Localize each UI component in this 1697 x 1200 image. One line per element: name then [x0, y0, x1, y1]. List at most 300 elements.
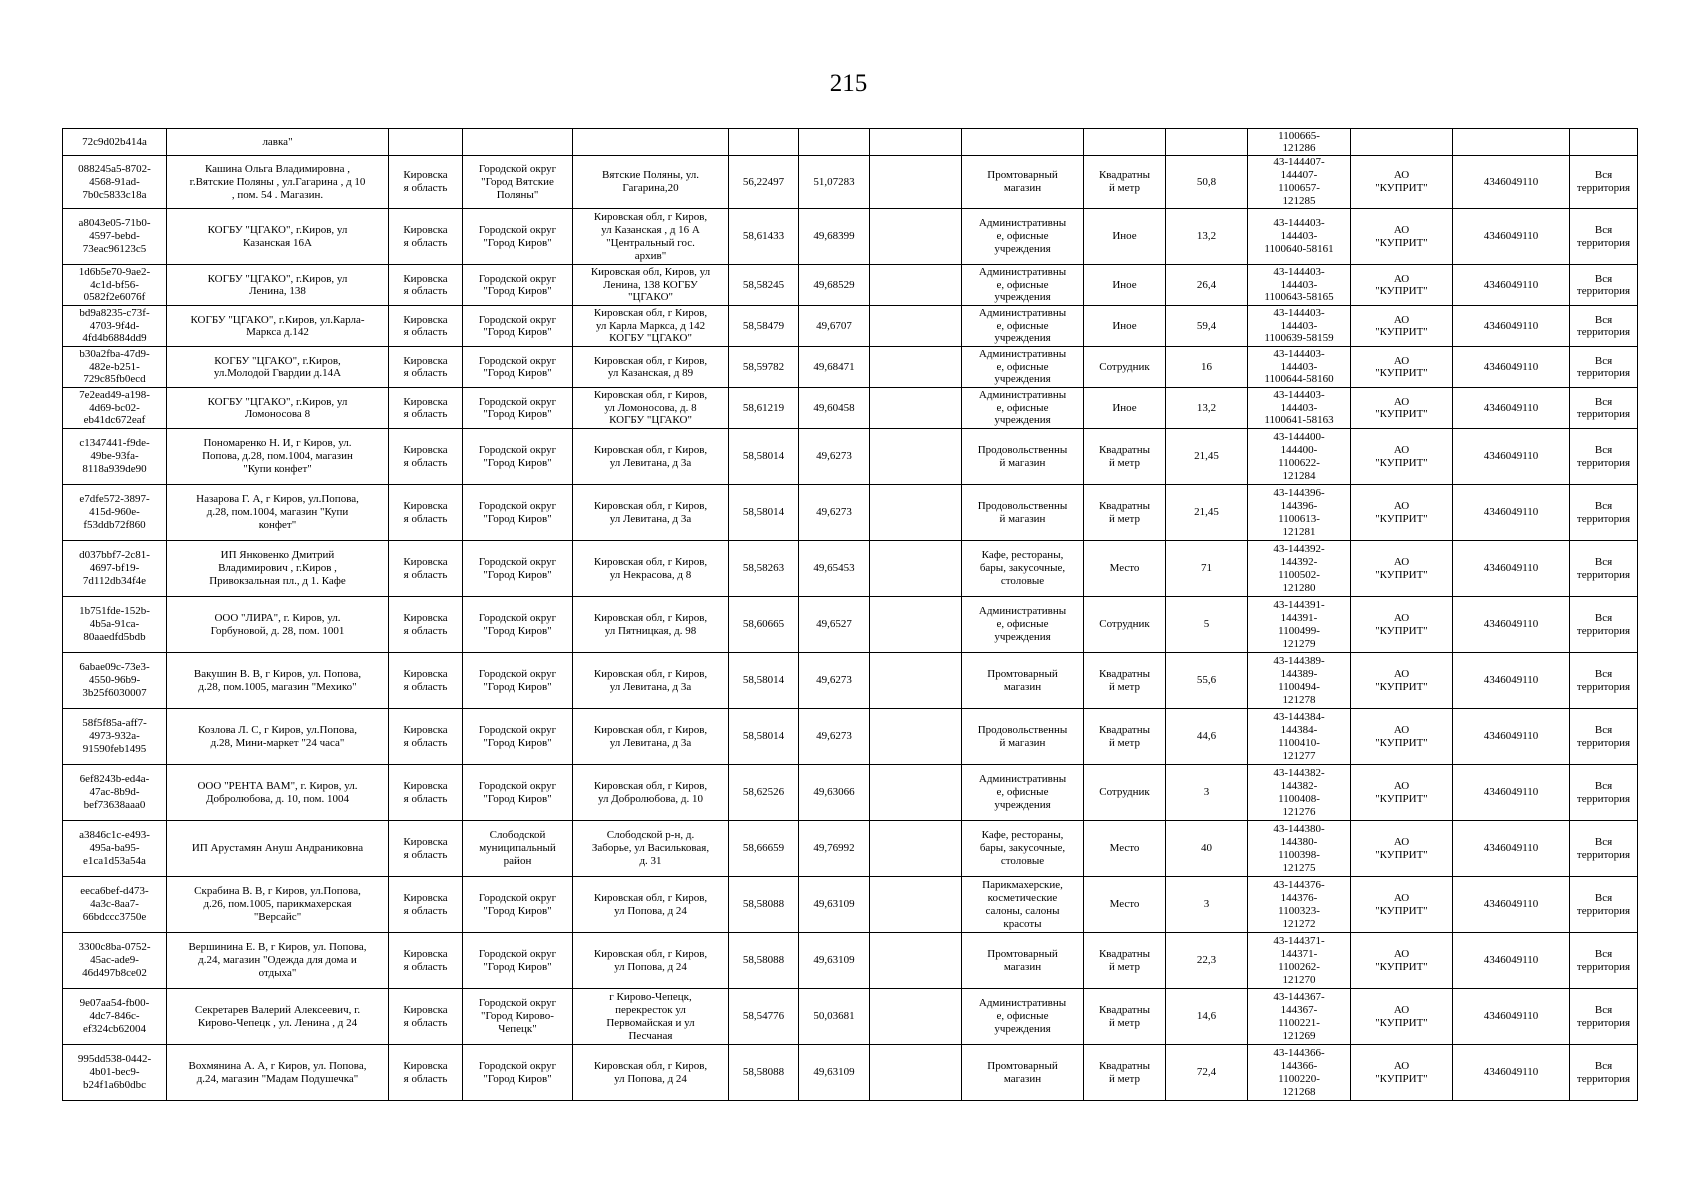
- cell-object-category: Административны е, офисные учреждения: [962, 388, 1084, 429]
- cell-operator: АО "КУПРИТ": [1351, 209, 1453, 265]
- cell-inn: 4346049110: [1453, 156, 1570, 209]
- cell-unit: Квадратны й метр: [1084, 429, 1166, 485]
- cell-record-id: b30a2fba-47d9- 482e-b251- 729c85fb0ecd: [63, 347, 167, 388]
- cell-territory: Вся территория: [1570, 597, 1638, 653]
- cell-longitude: 49,63109: [799, 1045, 870, 1101]
- cell-empty-col: [870, 485, 962, 541]
- cell-empty-col: [870, 1045, 962, 1101]
- cell-operator: АО "КУПРИТ": [1351, 347, 1453, 388]
- cell-inn: 4346049110: [1453, 265, 1570, 306]
- registry-table: [62, 128, 1638, 1101]
- cell-latitude: 58,66659: [729, 821, 799, 877]
- cell-territory: Вся территория: [1570, 306, 1638, 347]
- cell-address: Кировская обл, г Киров, ул Левитана, д 3а: [573, 429, 729, 485]
- cell-latitude: 58,59782: [729, 347, 799, 388]
- cell-region: Кировска я область: [389, 821, 463, 877]
- cell-region: Кировска я область: [389, 429, 463, 485]
- table-row: [63, 709, 1638, 765]
- cell-municipality: Городской округ "Город Киров": [463, 209, 573, 265]
- cell-empty-col: [870, 541, 962, 597]
- cell-record-id: a8043e05-71b0- 4597-bebd- 73eac96123c5: [63, 209, 167, 265]
- cell-unit: Место: [1084, 821, 1166, 877]
- cell-empty-col: [870, 209, 962, 265]
- cell-region: Кировска я область: [389, 1045, 463, 1101]
- cell-inn: 4346049110: [1453, 429, 1570, 485]
- cell-object-category: Парикмахерские, косметические салоны, салоны красоты: [962, 877, 1084, 933]
- cell-quantity: [1166, 129, 1248, 156]
- cell-empty-col: [870, 597, 962, 653]
- cell-territory: Вся территория: [1570, 877, 1638, 933]
- cell-territory: Вся территория: [1570, 485, 1638, 541]
- cell-reg-number: 43-144403- 144403- 1100643-58165: [1248, 265, 1351, 306]
- cell-longitude: [799, 129, 870, 156]
- cell-longitude: 49,63109: [799, 933, 870, 989]
- cell-address: Слободской р-н, д. Заборье, ул Васильковая, д. 31: [573, 821, 729, 877]
- cell-organization: Секретарев Валерий Алексеевич, г. Кирово-Чепецк , ул. Ленина , д 24: [167, 989, 389, 1045]
- cell-object-category: Продовольственны й магазин: [962, 485, 1084, 541]
- cell-region: Кировска я область: [389, 265, 463, 306]
- cell-organization: Вершинина Е. В, г Киров, ул. Попова, д.24, магазин "Одежда для дома и отдыха": [167, 933, 389, 989]
- cell-unit: [1084, 129, 1166, 156]
- cell-unit: Квадратны й метр: [1084, 933, 1166, 989]
- cell-territory: Вся территория: [1570, 429, 1638, 485]
- cell-municipality: Городской округ "Город Киров": [463, 347, 573, 388]
- cell-region: Кировска я область: [389, 709, 463, 765]
- cell-longitude: 49,60458: [799, 388, 870, 429]
- cell-organization: ООО "ЛИРА", г. Киров, ул. Горбуновой, д. 28, пом. 1001: [167, 597, 389, 653]
- cell-inn: 4346049110: [1453, 388, 1570, 429]
- cell-territory: Вся территория: [1570, 541, 1638, 597]
- cell-organization: Вохмянина А. А, г Киров, ул. Попова, д.24, магазин "Мадам Подушечка": [167, 1045, 389, 1101]
- cell-latitude: 56,22497: [729, 156, 799, 209]
- cell-object-category: Административны е, офисные учреждения: [962, 597, 1084, 653]
- cell-region: Кировска я область: [389, 989, 463, 1045]
- cell-region: Кировска я область: [389, 597, 463, 653]
- cell-unit: Квадратны й метр: [1084, 156, 1166, 209]
- cell-municipality: Городской округ "Город Киров": [463, 306, 573, 347]
- cell-empty-col: [870, 709, 962, 765]
- cell-empty-col: [870, 989, 962, 1045]
- cell-inn: 4346049110: [1453, 653, 1570, 709]
- table-row: [63, 877, 1638, 933]
- cell-region: Кировска я область: [389, 541, 463, 597]
- cell-reg-number: 43-144400- 144400- 1100622- 121284: [1248, 429, 1351, 485]
- cell-municipality: Городской округ "Город Киров": [463, 933, 573, 989]
- cell-address: [573, 129, 729, 156]
- cell-territory: Вся территория: [1570, 765, 1638, 821]
- cell-municipality: Городской округ "Город Вятские Поляны": [463, 156, 573, 209]
- cell-empty-col: [870, 306, 962, 347]
- cell-quantity: 13,2: [1166, 209, 1248, 265]
- cell-address: г Кирово-Чепецк, перекресток ул Первомайская и ул Песчаная: [573, 989, 729, 1045]
- cell-latitude: [729, 129, 799, 156]
- cell-operator: АО "КУПРИТ": [1351, 765, 1453, 821]
- cell-longitude: 49,68399: [799, 209, 870, 265]
- cell-longitude: 49,6707: [799, 306, 870, 347]
- cell-operator: АО "КУПРИТ": [1351, 265, 1453, 306]
- cell-organization: Пономаренко Н. И, г Киров, ул. Попова, д.28, пом.1004, магазин "Купи конфет": [167, 429, 389, 485]
- cell-reg-number: 43-144384- 144384- 1100410- 121277: [1248, 709, 1351, 765]
- cell-operator: АО "КУПРИТ": [1351, 933, 1453, 989]
- cell-inn: 4346049110: [1453, 1045, 1570, 1101]
- cell-inn: [1453, 129, 1570, 156]
- cell-organization: ИП Янковенко Дмитрий Владимирович , г.Киров , Привокзальная пл., д 1. Кафе: [167, 541, 389, 597]
- cell-quantity: 71: [1166, 541, 1248, 597]
- cell-record-id: 088245a5-8702- 4568-91ad- 7b0c5833c18a: [63, 156, 167, 209]
- cell-municipality: Городской округ "Город Киров": [463, 877, 573, 933]
- cell-operator: АО "КУПРИТ": [1351, 485, 1453, 541]
- cell-address: Кировская обл, г Киров, ул Казанская , д 16 А "Центральный гос. архив": [573, 209, 729, 265]
- cell-empty-col: [870, 653, 962, 709]
- cell-region: Кировска я область: [389, 933, 463, 989]
- cell-inn: 4346049110: [1453, 933, 1570, 989]
- cell-region: Кировска я область: [389, 388, 463, 429]
- cell-inn: 4346049110: [1453, 347, 1570, 388]
- cell-longitude: 49,63066: [799, 765, 870, 821]
- cell-municipality: Городской округ "Город Киров": [463, 265, 573, 306]
- cell-inn: 4346049110: [1453, 541, 1570, 597]
- table-row: [63, 429, 1638, 485]
- cell-latitude: 58,54776: [729, 989, 799, 1045]
- cell-address: Кировская обл, г Киров, ул Левитана, д 3а: [573, 485, 729, 541]
- cell-organization: КОГБУ "ЦГАКО", г.Киров, ул.Карла- Маркса д.142: [167, 306, 389, 347]
- cell-latitude: 58,58014: [729, 485, 799, 541]
- cell-region: Кировска я область: [389, 209, 463, 265]
- cell-territory: Вся территория: [1570, 933, 1638, 989]
- cell-municipality: Городской округ "Город Киров": [463, 429, 573, 485]
- cell-longitude: 49,76992: [799, 821, 870, 877]
- table-row: [63, 653, 1638, 709]
- cell-region: [389, 129, 463, 156]
- cell-latitude: 58,61219: [729, 388, 799, 429]
- cell-unit: Место: [1084, 541, 1166, 597]
- cell-record-id: 6abae09c-73e3- 4550-96b9- 3b25f6030007: [63, 653, 167, 709]
- cell-record-id: d037bbf7-2c81- 4697-bf19- 7d112db34f4e: [63, 541, 167, 597]
- cell-record-id: 3300c8ba-0752- 45ac-ade9- 46d497b8ce02: [63, 933, 167, 989]
- cell-empty-col: [870, 933, 962, 989]
- cell-region: Кировска я область: [389, 765, 463, 821]
- cell-longitude: 49,6273: [799, 429, 870, 485]
- cell-region: Кировска я область: [389, 347, 463, 388]
- cell-quantity: 44,6: [1166, 709, 1248, 765]
- cell-unit: Место: [1084, 877, 1166, 933]
- cell-operator: АО "КУПРИТ": [1351, 1045, 1453, 1101]
- cell-empty-col: [870, 388, 962, 429]
- cell-latitude: 58,58014: [729, 653, 799, 709]
- cell-reg-number: 43-144376- 144376- 1100323- 121272: [1248, 877, 1351, 933]
- cell-municipality: Городской округ "Город Киров": [463, 1045, 573, 1101]
- cell-operator: АО "КУПРИТ": [1351, 156, 1453, 209]
- cell-reg-number: 43-144403- 144403- 1100641-58163: [1248, 388, 1351, 429]
- table-row: [63, 821, 1638, 877]
- cell-longitude: 51,07283: [799, 156, 870, 209]
- cell-empty-col: [870, 347, 962, 388]
- cell-quantity: 59,4: [1166, 306, 1248, 347]
- cell-unit: Квадратны й метр: [1084, 653, 1166, 709]
- cell-empty-col: [870, 821, 962, 877]
- cell-municipality: Городской округ "Город Киров": [463, 541, 573, 597]
- cell-municipality: Городской округ "Город Киров": [463, 653, 573, 709]
- cell-reg-number: 43-144371- 144371- 1100262- 121270: [1248, 933, 1351, 989]
- cell-record-id: e7dfe572-3897- 415d-960e- f53ddb72f860: [63, 485, 167, 541]
- cell-empty-col: [870, 429, 962, 485]
- cell-record-id: c1347441-f9de- 49be-93fa- 8118a939de90: [63, 429, 167, 485]
- cell-territory: Вся территория: [1570, 709, 1638, 765]
- cell-territory: Вся территория: [1570, 265, 1638, 306]
- table-row: [63, 541, 1638, 597]
- cell-object-category: Кафе, рестораны, бары, закусочные, столовые: [962, 541, 1084, 597]
- cell-address: Вятские Поляны, ул. Гагарина,20: [573, 156, 729, 209]
- cell-reg-number: 43-144392- 144392- 1100502- 121280: [1248, 541, 1351, 597]
- cell-territory: Вся территория: [1570, 989, 1638, 1045]
- cell-address: Кировская обл, г Киров, ул Попова, д 24: [573, 877, 729, 933]
- cell-operator: АО "КУПРИТ": [1351, 821, 1453, 877]
- cell-longitude: 49,63109: [799, 877, 870, 933]
- cell-organization: КОГБУ "ЦГАКО", г.Киров, ул Ломоносова 8: [167, 388, 389, 429]
- cell-record-id: 1d6b5e70-9ae2- 4c1d-bf56- 0582f2e6076f: [63, 265, 167, 306]
- cell-address: Кировская обл, г Киров, ул Попова, д 24: [573, 933, 729, 989]
- cell-operator: АО "КУПРИТ": [1351, 306, 1453, 347]
- cell-address: Кировская обл, г Киров, ул Казанская, д 89: [573, 347, 729, 388]
- cell-latitude: 58,60665: [729, 597, 799, 653]
- cell-operator: АО "КУПРИТ": [1351, 653, 1453, 709]
- cell-operator: АО "КУПРИТ": [1351, 429, 1453, 485]
- cell-unit: Сотрудник: [1084, 347, 1166, 388]
- cell-address: Кировская обл, г Киров, ул Некрасова, д 8: [573, 541, 729, 597]
- cell-region: Кировска я область: [389, 156, 463, 209]
- cell-organization: Вакушин В. В, г Киров, ул. Попова, д.28, пом.1005, магазин "Мехико": [167, 653, 389, 709]
- cell-latitude: 58,58014: [729, 709, 799, 765]
- cell-inn: 4346049110: [1453, 821, 1570, 877]
- cell-address: Кировская обл, г Киров, ул Добролюбова, д. 10: [573, 765, 729, 821]
- cell-operator: АО "КУПРИТ": [1351, 597, 1453, 653]
- cell-operator: [1351, 129, 1453, 156]
- table-row: [63, 265, 1638, 306]
- cell-quantity: 5: [1166, 597, 1248, 653]
- cell-latitude: 58,58263: [729, 541, 799, 597]
- cell-longitude: 49,65453: [799, 541, 870, 597]
- cell-reg-number: 1100665- 121286: [1248, 129, 1351, 156]
- cell-organization: Назарова Г. А, г Киров, ул.Попова, д.28, пом.1004, магазин "Купи конфет": [167, 485, 389, 541]
- table-row: [63, 306, 1638, 347]
- cell-empty-col: [870, 877, 962, 933]
- cell-reg-number: 43-144403- 144403- 1100644-58160: [1248, 347, 1351, 388]
- cell-inn: 4346049110: [1453, 877, 1570, 933]
- cell-address: Кировская обл, г Киров, ул Ломоносова, д. 8 КОГБУ "ЦГАКО": [573, 388, 729, 429]
- cell-operator: АО "КУПРИТ": [1351, 709, 1453, 765]
- cell-object-category: Административны е, офисные учреждения: [962, 209, 1084, 265]
- cell-longitude: 49,6527: [799, 597, 870, 653]
- cell-unit: Иное: [1084, 209, 1166, 265]
- cell-unit: Иное: [1084, 265, 1166, 306]
- cell-reg-number: 43-144380- 144380- 1100398- 121275: [1248, 821, 1351, 877]
- cell-quantity: 13,2: [1166, 388, 1248, 429]
- cell-object-category: Промтоварный магазин: [962, 653, 1084, 709]
- cell-record-id: 1b751fde-152b- 4b5a-91ca- 80aaedfd5bdb: [63, 597, 167, 653]
- cell-object-category: Административны е, офисные учреждения: [962, 265, 1084, 306]
- cell-address: Кировская обл, г Киров, ул Карла Маркса, д 142 КОГБУ "ЦГАКО": [573, 306, 729, 347]
- cell-organization: ООО "РЕНТА ВАМ", г. Киров, ул. Добролюбова, д. 10, пом. 1004: [167, 765, 389, 821]
- page-number: 215: [829, 70, 868, 97]
- table-row: [63, 485, 1638, 541]
- cell-territory: Вся территория: [1570, 209, 1638, 265]
- cell-object-category: Промтоварный магазин: [962, 933, 1084, 989]
- cell-longitude: 49,6273: [799, 653, 870, 709]
- cell-inn: 4346049110: [1453, 597, 1570, 653]
- cell-quantity: 22,3: [1166, 933, 1248, 989]
- cell-operator: АО "КУПРИТ": [1351, 541, 1453, 597]
- cell-inn: 4346049110: [1453, 765, 1570, 821]
- cell-organization: КОГБУ "ЦГАКО", г.Киров, ул Ленина, 138: [167, 265, 389, 306]
- cell-inn: 4346049110: [1453, 306, 1570, 347]
- cell-record-id: eeca6bef-d473- 4a3c-8aa7- 66bdccc3750e: [63, 877, 167, 933]
- table-row: [63, 597, 1638, 653]
- cell-inn: 4346049110: [1453, 989, 1570, 1045]
- cell-unit: Иное: [1084, 306, 1166, 347]
- cell-operator: АО "КУПРИТ": [1351, 877, 1453, 933]
- cell-territory: Вся территория: [1570, 156, 1638, 209]
- cell-quantity: 14,6: [1166, 989, 1248, 1045]
- cell-quantity: 72,4: [1166, 1045, 1248, 1101]
- cell-address: Кировская обл, Киров, ул Ленина, 138 КОГБУ "ЦГАКО": [573, 265, 729, 306]
- cell-quantity: 3: [1166, 877, 1248, 933]
- cell-unit: Квадратны й метр: [1084, 1045, 1166, 1101]
- cell-organization: ИП Арустамян Ануш Андраниковна: [167, 821, 389, 877]
- cell-object-category: Кафе, рестораны, бары, закусочные, столовые: [962, 821, 1084, 877]
- table-row: [63, 129, 1638, 156]
- cell-unit: Квадратны й метр: [1084, 709, 1166, 765]
- cell-quantity: 40: [1166, 821, 1248, 877]
- cell-municipality: [463, 129, 573, 156]
- cell-longitude: 49,68471: [799, 347, 870, 388]
- cell-object-category: Промтоварный магазин: [962, 156, 1084, 209]
- cell-reg-number: 43-144366- 144366- 1100220- 121268: [1248, 1045, 1351, 1101]
- cell-territory: Вся территория: [1570, 1045, 1638, 1101]
- cell-quantity: 55,6: [1166, 653, 1248, 709]
- cell-territory: Вся территория: [1570, 821, 1638, 877]
- cell-organization: Козлова Л. С, г Киров, ул.Попова, д.28, Мини-маркет "24 часа": [167, 709, 389, 765]
- cell-record-id: 58f5f85a-aff7- 4973-932a- 91590feb1495: [63, 709, 167, 765]
- cell-region: Кировска я область: [389, 485, 463, 541]
- cell-empty-col: [870, 265, 962, 306]
- cell-operator: АО "КУПРИТ": [1351, 388, 1453, 429]
- cell-record-id: 7e2ead49-a198- 4d69-bc02- eb41dc672eaf: [63, 388, 167, 429]
- cell-record-id: a3846c1c-e493- 495a-ba95- e1ca1d53a54a: [63, 821, 167, 877]
- cell-unit: Квадратны й метр: [1084, 989, 1166, 1045]
- cell-record-id: 6ef8243b-ed4a- 47ac-8b9d- bef73638aaa0: [63, 765, 167, 821]
- cell-reg-number: 43-144389- 144389- 1100494- 121278: [1248, 653, 1351, 709]
- cell-object-category: Административны е, офисные учреждения: [962, 347, 1084, 388]
- cell-latitude: 58,58088: [729, 1045, 799, 1101]
- table-row: [63, 347, 1638, 388]
- cell-territory: Вся территория: [1570, 347, 1638, 388]
- cell-region: Кировска я область: [389, 653, 463, 709]
- cell-empty-col: [870, 765, 962, 821]
- cell-latitude: 58,62526: [729, 765, 799, 821]
- cell-inn: 4346049110: [1453, 209, 1570, 265]
- cell-object-category: Промтоварный магазин: [962, 1045, 1084, 1101]
- cell-unit: Иное: [1084, 388, 1166, 429]
- cell-record-id: 995dd538-0442- 4b01-bec9- b24f1a6b0dbc: [63, 1045, 167, 1101]
- cell-reg-number: 43-144403- 144403- 1100640-58161: [1248, 209, 1351, 265]
- cell-inn: 4346049110: [1453, 709, 1570, 765]
- cell-municipality: Городской округ "Город Кирово- Чепецк": [463, 989, 573, 1045]
- cell-organization: лавка": [167, 129, 389, 156]
- table-row: [63, 1045, 1638, 1101]
- cell-reg-number: 43-144403- 144403- 1100639-58159: [1248, 306, 1351, 347]
- cell-municipality: Городской округ "Город Киров": [463, 597, 573, 653]
- cell-record-id: 9e07aa54-fb00- 4dc7-846c- ef324cb62004: [63, 989, 167, 1045]
- cell-quantity: 21,45: [1166, 429, 1248, 485]
- cell-organization: КОГБУ "ЦГАКО", г.Киров, ул.Молодой Гвардии д.14А: [167, 347, 389, 388]
- cell-organization: Кашина Ольга Владимировна , г.Вятские Поляны , ул.Гагарина , д 10 , пом. 54 . Магазин.: [167, 156, 389, 209]
- cell-inn: 4346049110: [1453, 485, 1570, 541]
- cell-record-id: bd9a8235-c73f- 4703-9f4d- 4fd4b6884dd9: [63, 306, 167, 347]
- cell-quantity: 50,8: [1166, 156, 1248, 209]
- table-row: [63, 933, 1638, 989]
- cell-object-category: Административны е, офисные учреждения: [962, 989, 1084, 1045]
- cell-address: Кировская обл, г Киров, ул Левитана, д 3а: [573, 709, 729, 765]
- cell-latitude: 58,58479: [729, 306, 799, 347]
- cell-municipality: Городской округ "Город Киров": [463, 765, 573, 821]
- cell-municipality: Городской округ "Город Киров": [463, 388, 573, 429]
- cell-reg-number: 43-144382- 144382- 1100408- 121276: [1248, 765, 1351, 821]
- cell-latitude: 58,58014: [729, 429, 799, 485]
- cell-reg-number: 43-144367- 144367- 1100221- 121269: [1248, 989, 1351, 1045]
- cell-quantity: 16: [1166, 347, 1248, 388]
- cell-region: Кировска я область: [389, 306, 463, 347]
- cell-record-id: 72c9d02b414a: [63, 129, 167, 156]
- cell-operator: АО "КУПРИТ": [1351, 989, 1453, 1045]
- cell-longitude: 50,03681: [799, 989, 870, 1045]
- cell-object-category: Продовольственны й магазин: [962, 709, 1084, 765]
- cell-empty-col: [870, 129, 962, 156]
- cell-object-category: [962, 129, 1084, 156]
- cell-organization: Скрабина В. В, г Киров, ул.Попова, д.26, пом.1005, парикмахерская "Версайс": [167, 877, 389, 933]
- table-row: [63, 989, 1638, 1045]
- cell-address: Кировская обл, г Киров, ул Пятницкая, д. 98: [573, 597, 729, 653]
- table-row: [63, 209, 1638, 265]
- cell-latitude: 58,58088: [729, 933, 799, 989]
- cell-territory: Вся территория: [1570, 653, 1638, 709]
- cell-organization: КОГБУ "ЦГАКО", г.Киров, ул Казанская 16А: [167, 209, 389, 265]
- cell-quantity: 26,4: [1166, 265, 1248, 306]
- cell-territory: [1570, 129, 1638, 156]
- cell-object-category: Продовольственны й магазин: [962, 429, 1084, 485]
- cell-reg-number: 43-144407- 144407- 1100657- 121285: [1248, 156, 1351, 209]
- cell-territory: Вся территория: [1570, 388, 1638, 429]
- table-row: [63, 388, 1638, 429]
- cell-longitude: 49,6273: [799, 709, 870, 765]
- cell-reg-number: 43-144396- 144396- 1100613- 121281: [1248, 485, 1351, 541]
- cell-empty-col: [870, 156, 962, 209]
- cell-longitude: 49,6273: [799, 485, 870, 541]
- cell-latitude: 58,61433: [729, 209, 799, 265]
- cell-unit: Сотрудник: [1084, 765, 1166, 821]
- cell-latitude: 58,58245: [729, 265, 799, 306]
- cell-longitude: 49,68529: [799, 265, 870, 306]
- table-row: [63, 156, 1638, 209]
- cell-unit: Сотрудник: [1084, 597, 1166, 653]
- cell-quantity: 3: [1166, 765, 1248, 821]
- cell-municipality: Городской округ "Город Киров": [463, 485, 573, 541]
- cell-municipality: Городской округ "Город Киров": [463, 709, 573, 765]
- cell-address: Кировская обл, г Киров, ул Левитана, д 3а: [573, 653, 729, 709]
- cell-quantity: 21,45: [1166, 485, 1248, 541]
- cell-latitude: 58,58088: [729, 877, 799, 933]
- cell-reg-number: 43-144391- 144391- 1100499- 121279: [1248, 597, 1351, 653]
- cell-address: Кировская обл, г Киров, ул Попова, д 24: [573, 1045, 729, 1101]
